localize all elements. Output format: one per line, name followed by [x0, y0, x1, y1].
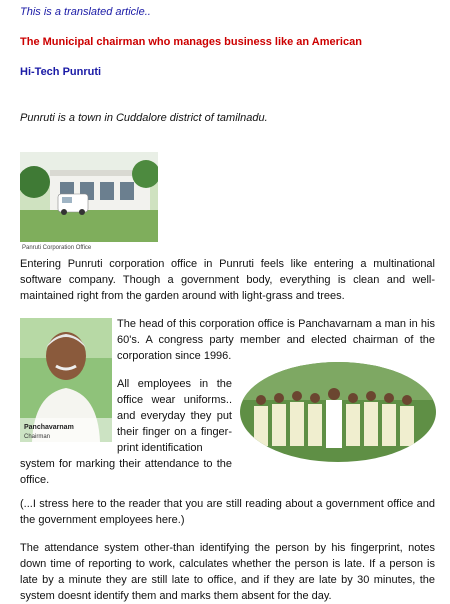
- chairman-name: Panchavarnam: [24, 424, 74, 431]
- paragraph-uniforms: All employees in the office wear uniforms.. and everyday they put their finger on a finger-print identification: [117, 378, 232, 454]
- paragraph-office: Entering Punruti corporation office in Punruti feels like entering a multinational software company. Though a government body, everything is clean and well-maintained right from the garden around with light-grass and trees.: [20, 258, 435, 302]
- paragraph-stress: (...I stress here to the reader that you are still reading about a government office and the government employees here.): [20, 498, 435, 526]
- office-photo-caption: Panruti Corporation Office: [22, 245, 92, 251]
- office-photo: [20, 152, 158, 242]
- intro-note: This is a translated article..: [20, 6, 151, 18]
- town-line: Punruti is a town in Cuddalore district of tamilnadu.: [20, 112, 268, 124]
- paragraph-uniforms-tail: system for marking their attendance to the office.: [20, 458, 232, 486]
- chairman-role: Chairman: [24, 434, 51, 440]
- subheadline: Hi-Tech Punruti: [20, 66, 102, 78]
- paragraph-attendance: The attendance system other-than identifying the person by his fingerprint, notes down time of reporting to work, calculates whether the person is late. If a person is late by a minute they are still late to office, and if they are late by 30 minutes, the system doesnt identify them and marks them absent for the day.: [20, 542, 435, 602]
- chairman-photo: [20, 318, 112, 442]
- paragraph-chairman: The head of this corporation office is Panchavarnam a man in his 60's. A congress party member and elected chairman of the corporation since 1996.: [117, 318, 435, 362]
- headline: The Municipal chairman who manages business like an American: [20, 36, 362, 48]
- employees-group-photo: [240, 362, 436, 462]
